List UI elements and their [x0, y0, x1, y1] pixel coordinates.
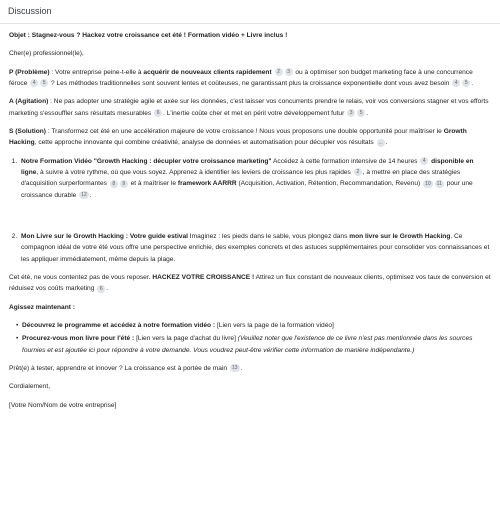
bold-span: Découvrez le programme et accédez à notre formation vidéo :: [22, 321, 216, 329]
text-span: . Ce compagnon idéal de votre été vous offre une perspective enrichie, des exemples concrets et des astuces supplémentaires pour consolider vos connaissances et les appliquer immédiatement, même depuis la plage.: [21, 232, 490, 263]
text-span: : Ne pas adopter une stratégie agile et axée sur les données, c'est laisser vos concurrents prendre le relais, voir vos conversions stagner et vos efforts marketing s'essouffler sans résultats mesurables: [9, 98, 489, 117]
message-body: [0, 24, 500, 411]
text-span: ou à optimiser son budget marketing face à une concurrence féroce: [9, 68, 473, 87]
email-greeting: Cher(e) professionnel(le),: [9, 50, 84, 58]
text-span: Prêt(e) à tester, apprendre et innover ? La croissance est à portée de main: [9, 364, 228, 372]
text-span: . L'inertie coûte cher et met en péril votre développement futur: [163, 109, 345, 117]
link-placeholder: [Lien vers la page de la formation vidéo]: [215, 321, 334, 329]
bold-span: disponible en ligne: [21, 157, 474, 176]
citation-chip[interactable]: 9: [120, 180, 128, 188]
paragraph-ready: [9, 363, 491, 374]
text-span: , à suivre à votre rythme, où que vous soyez. Apprenez à identifier les leviers de croissance les plus rapides: [36, 168, 351, 176]
citation-chip[interactable]: 10: [425, 180, 431, 187]
email-subject: [9, 30, 491, 41]
citation-chip[interactable]: 4: [30, 79, 38, 87]
citation-chip[interactable]: 2: [275, 68, 283, 76]
item-title: Notre Formation Vidéo "Growth Hacking : décupler votre croissance marketing": [21, 157, 272, 165]
bold-span: Growth Hacking: [9, 127, 467, 147]
text-span: pour une croissance durable: [21, 180, 473, 199]
text-span: .: [471, 79, 474, 87]
text-span: Imaginez : les pieds dans le sable, vous plongez dans: [187, 232, 350, 240]
text-span: (Acquisition, Activation, Rétention, Recommandation, Revenu): [236, 180, 421, 188]
citation-chip[interactable]: 5: [40, 79, 48, 87]
text-span: .: [240, 364, 243, 372]
citation-chip[interactable]: 2: [354, 168, 362, 176]
link-placeholder: [Lien vers la page d'achat du livre]: [134, 335, 238, 343]
paragraph-closing: [9, 272, 491, 295]
list-item-livre: [19, 231, 491, 265]
text-span: .: [89, 191, 92, 199]
text-span: Accédez à cette formation intensive de 14 heures: [271, 157, 420, 165]
panel-header: [0, 0, 500, 24]
list-item-formation: [19, 156, 491, 201]
citation-chip[interactable]: 5: [357, 109, 365, 117]
offer-list: [9, 156, 491, 265]
citation-chip[interactable]: 4: [420, 157, 428, 165]
text-span: .: [385, 139, 388, 147]
bold-span: framework AARRR: [177, 180, 237, 188]
cta-heading: [9, 302, 491, 313]
paragraph-solution: [9, 126, 491, 149]
text-span: : Transformez cet été en une accélération majeure de votre croissance ! Nous vous proposons une double opportunité pour maîtriser le: [46, 127, 444, 135]
paragraph-agitation: [9, 96, 491, 119]
citation-chip-more[interactable]: ...: [378, 139, 383, 146]
disclaimer-note: (Veuillez noter que l'existence de ce livre n'est pas mentionnée dans les sources fournies et est ajoutée ici pour répondre à votre demande. Vous voudrez peut-être vérifier cette information de manière indépendante.): [22, 335, 473, 354]
citation-chip[interactable]: 3: [347, 109, 355, 117]
cta-item-livre: [17, 333, 491, 356]
bold-span: Procurez-vous mon livre pour l'été :: [22, 335, 135, 343]
text-span: et à maîtriser le: [128, 180, 178, 188]
cta-item-formation: [17, 320, 491, 331]
email-signature: [Votre Nom/Nom de votre entreprise]: [9, 401, 117, 409]
citation-chip[interactable]: 6: [97, 285, 105, 293]
citation-chip[interactable]: 6: [154, 109, 162, 117]
citation-chip[interactable]: 12: [81, 192, 87, 199]
text-span: Cet été, ne vous contentez pas de vous reposer.: [9, 273, 153, 281]
agitation-label: A (Agitation): [9, 98, 49, 106]
citation-chip[interactable]: 8: [110, 180, 118, 188]
cta-heading-text: Agissez maintenant :: [9, 303, 75, 311]
panel-title: Discussion: [8, 5, 52, 16]
paragraph-problem: [9, 67, 491, 90]
text-span: .: [366, 109, 368, 117]
citation-chip[interactable]: 4: [452, 79, 460, 87]
text-span: , cette approche innovante qui combine créativité, analyse de données et automatisation pour décupler vos résultats: [34, 139, 374, 147]
citation-chip[interactable]: 5: [462, 79, 470, 87]
solution-label: S (Solution): [9, 127, 46, 135]
text-span: ? Les méthodes traditionnelles sont souvent lentes et coûteuses, ne garantissant plus la croissance exponentielle dont vous avez besoin: [49, 79, 450, 87]
bold-span: acquérir de nouveaux clients rapidement: [143, 68, 272, 76]
text-span: , à mettre en place des stratégies d'acquisition surperformantes: [21, 168, 461, 188]
text-span: : Votre entreprise peine-t-elle à: [49, 68, 144, 76]
cta-list: [9, 320, 491, 356]
email-signoff: Cordialement,: [9, 383, 51, 391]
citation-chip[interactable]: 11: [436, 180, 442, 187]
text-span: .: [106, 285, 109, 293]
text-span: Attirez un flux constant de nouveaux clients, optimisez vos taux de conversion et réduisez vos coûts marketing: [9, 273, 491, 293]
bold-span: mon livre sur le Growth Hacking: [349, 232, 451, 240]
bold-span: HACKEZ VOTRE CROISSANCE !: [152, 273, 255, 281]
subject-text: Objet : Stagnez-vous ? Hackez votre croissance cet été ! Formation vidéo + Livre inclus !: [9, 32, 288, 39]
citation-chip[interactable]: 13: [231, 365, 238, 372]
item-title: Mon Livre sur le Growth Hacking : Votre guide estival: [21, 232, 188, 240]
problem-label: P (Problème): [9, 68, 50, 76]
citation-chip[interactable]: 3: [285, 68, 293, 76]
